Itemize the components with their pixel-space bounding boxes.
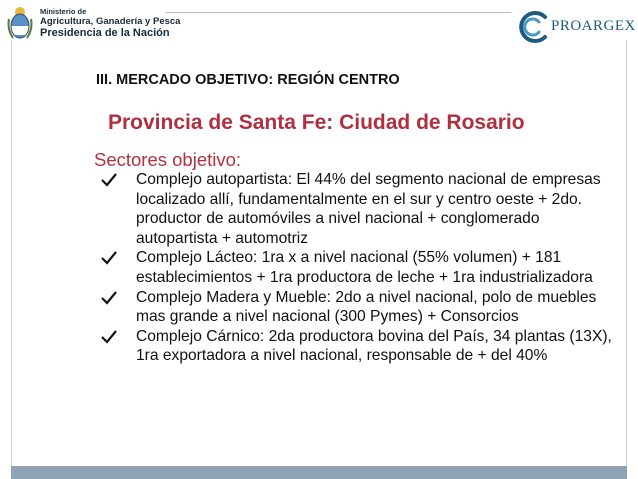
list-item xyxy=(96,327,616,366)
checkmark-icon xyxy=(100,172,118,188)
ministry-line-3: Presidencia de la Nación xyxy=(40,27,170,39)
list-item xyxy=(96,288,616,327)
list-item-text: Complejo autopartista: El 44% del segmento nacional de empresas localizado allí, fundamentalmente en el sur y centro oeste + 2do. productor de automóviles a nivel nacional + conglomerado autopartista + automotriz xyxy=(136,171,601,247)
ministry-line-2: Agricultura, Ganadería y Pesca xyxy=(40,15,181,27)
ministry-logo xyxy=(6,3,181,43)
sector-list xyxy=(96,170,616,366)
swoosh-icon xyxy=(515,11,549,43)
list-item xyxy=(96,248,616,287)
footer-bar xyxy=(11,466,627,479)
right-border xyxy=(626,40,627,466)
ministry-line-1: Ministerio de xyxy=(40,7,87,16)
list-item-text: Complejo Cárnico: 2da productora bovina del País, 34 plantas (13X), 1ra exportadora a nivel nacional, responsable de + del 40% xyxy=(136,327,612,365)
partner-logo-text: PROARGEX xyxy=(551,18,636,34)
left-border xyxy=(11,40,12,466)
checkmark-icon xyxy=(100,250,118,266)
list-item xyxy=(96,170,616,248)
checkmark-icon xyxy=(100,329,118,345)
header-divider xyxy=(165,12,511,13)
slide-subtitle: Provincia de Santa Fe: Ciudad de Rosario xyxy=(108,111,525,134)
checkmark-icon xyxy=(100,290,118,306)
sectors-label: Sectores objetivo: xyxy=(94,149,242,170)
section-title: III. MERCADO OBJETIVO: REGIÓN CENTRO xyxy=(96,72,400,88)
list-item-text: Complejo Lácteo: 1ra x a nivel nacional (55% volumen) + 181 establecimientos + 1ra productora de leche + 1ra industrializadora xyxy=(136,249,593,286)
list-item-text: Complejo Madera y Mueble: 2do a nivel nacional, polo de muebles mas grande a nivel nacional (300 Pymes) + Consorcios xyxy=(136,288,597,326)
coat-of-arms-icon xyxy=(6,5,34,41)
